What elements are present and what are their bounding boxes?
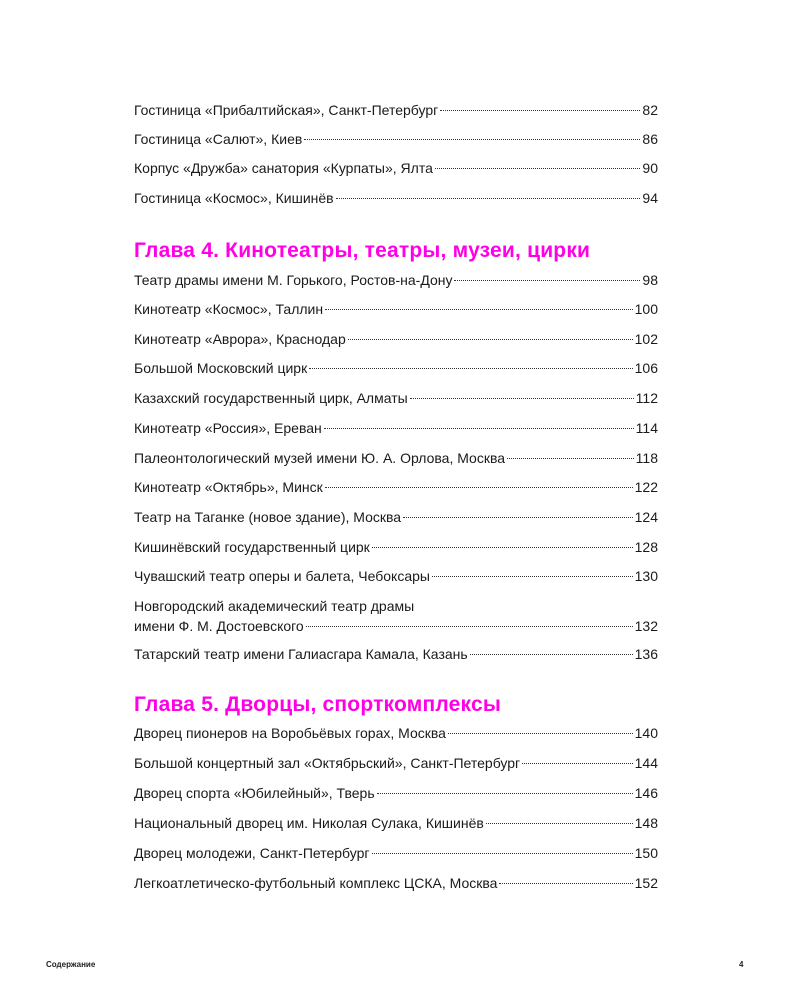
toc-entry[interactable] [134,158,658,178]
entry-page: 150 [634,845,658,861]
entry-page: 122 [634,479,658,495]
entry-title: Казахский государственный цирк, Алматы [134,390,408,406]
entry-title: Дворец пионеров на Воробьёвых горах, Москва [134,725,446,741]
toc-entry[interactable] [134,100,658,120]
entry-page: 94 [642,190,658,206]
entry-title: Кинотеатр «Октябрь», Минск [134,479,323,495]
entry-title: Палеонтологический музей имени Ю. А. Орлова, Москва [134,450,506,466]
toc-entry[interactable] [134,129,658,149]
toc-entry[interactable] [134,596,658,636]
chapter-heading: Глава 5. Дворцы, спорткомплексы [134,693,501,716]
dot-leader [336,198,641,199]
dot-leader [432,576,633,577]
dot-leader [324,428,634,429]
entry-page: 124 [634,509,658,525]
toc-entry[interactable] [134,329,658,349]
toc-entry[interactable] [134,783,658,803]
entry-title: Национальный дворец им. Николая Сулака, Кишинёв [134,815,484,831]
entry-page: 114 [635,420,658,436]
dot-leader [348,339,633,340]
entry-title: Кинотеатр «Аврора», Краснодар [134,331,346,347]
entry-page: 128 [634,539,658,555]
entry-title: Дворец спорта «Юбилейный», Тверь [134,785,375,801]
entry-page: 140 [634,725,658,741]
entry-page: 100 [634,301,658,317]
dot-leader [499,883,632,884]
entry-title: Театр драмы имени М. Горького, Ростов-на-Дону [134,272,453,288]
entry-page: 118 [635,450,658,466]
dot-leader [372,547,633,548]
footer-section-label: Содержание [46,960,96,969]
entry-page: 86 [642,131,658,147]
toc-entry[interactable] [134,537,658,557]
dot-leader [440,110,640,111]
entry-title: Гостиница «Космос», Кишинёв [134,190,334,206]
toc-entry[interactable] [134,507,658,527]
footer-page-number: 4 [739,960,744,969]
dot-leader [448,733,633,734]
entry-page: 102 [634,331,658,347]
entry-title: Гостиница «Прибалтийская», Санкт-Петербург [134,102,439,118]
entry-page: 146 [634,785,658,801]
toc-entry[interactable] [134,448,658,468]
entry-title: Большой Московский цирк [134,360,308,376]
entry-title: Дворец молодежи, Санкт-Петербург [134,845,370,861]
dot-leader [377,793,633,794]
toc-entry[interactable] [134,358,658,378]
toc-entry[interactable] [134,270,658,290]
toc-entry[interactable] [134,813,658,833]
toc-entry[interactable] [134,644,658,664]
dot-leader [372,853,633,854]
entry-title: имени Ф. М. Достоевского [134,618,304,634]
entry-title: Корпус «Дружба» санатория «Курпаты», Ялта [134,160,433,176]
entry-title: Кинотеатр «Россия», Ереван [134,420,322,436]
toc-entry[interactable] [134,418,658,438]
entry-page: 130 [634,568,658,584]
toc-entry[interactable] [134,873,658,893]
dot-leader [325,309,633,310]
entry-title: Театр на Таганке (новое здание), Москва [134,509,402,525]
entry-page: 90 [642,160,658,176]
dot-leader [410,398,634,399]
toc-entry[interactable] [134,388,658,408]
dot-leader [309,368,632,369]
entry-page: 132 [634,618,658,634]
dot-leader [306,626,633,627]
dot-leader [486,823,633,824]
dot-leader [522,763,632,764]
toc-entry[interactable] [134,566,658,586]
dot-leader [454,280,640,281]
chapter-heading: Глава 4. Кинотеатры, театры, музеи, цирки [134,239,591,262]
entry-title: Чувашский театр оперы и балета, Чебоксары [134,568,430,584]
dot-leader [304,139,640,140]
dot-leader [403,517,633,518]
entry-page: 106 [634,360,658,376]
entry-page: 98 [642,272,658,288]
dot-leader [435,168,641,169]
toc-entry[interactable] [134,723,658,743]
entry-page: 82 [642,102,658,118]
entry-title: Большой концертный зал «Октябрьский», Санкт-Петербург [134,755,521,771]
toc-entry[interactable] [134,477,658,497]
toc-entry[interactable] [134,188,658,208]
dot-leader [325,487,633,488]
toc-entry[interactable] [134,753,658,773]
entry-page: 144 [634,755,658,771]
entry-page: 148 [634,815,658,831]
entry-page: 136 [634,646,658,662]
entry-page: 112 [635,390,658,406]
entry-page: 152 [634,875,658,891]
dot-leader [507,458,634,459]
toc-entry[interactable] [134,843,658,863]
entry-title: Легкоатлетическо-футбольный комплекс ЦСКА, Москва [134,875,498,891]
entry-title-line1: Новгородский академический театр драмы [134,598,415,614]
toc-entry[interactable] [134,299,658,319]
entry-title: Кишинёвский государственный цирк [134,539,370,555]
dot-leader [470,654,633,655]
entry-title: Кинотеатр «Космос», Таллин [134,301,324,317]
entry-title: Гостиница «Салют», Киев [134,131,303,147]
entry-title: Татарский театр имени Галиасгара Камала, Казань [134,646,468,662]
